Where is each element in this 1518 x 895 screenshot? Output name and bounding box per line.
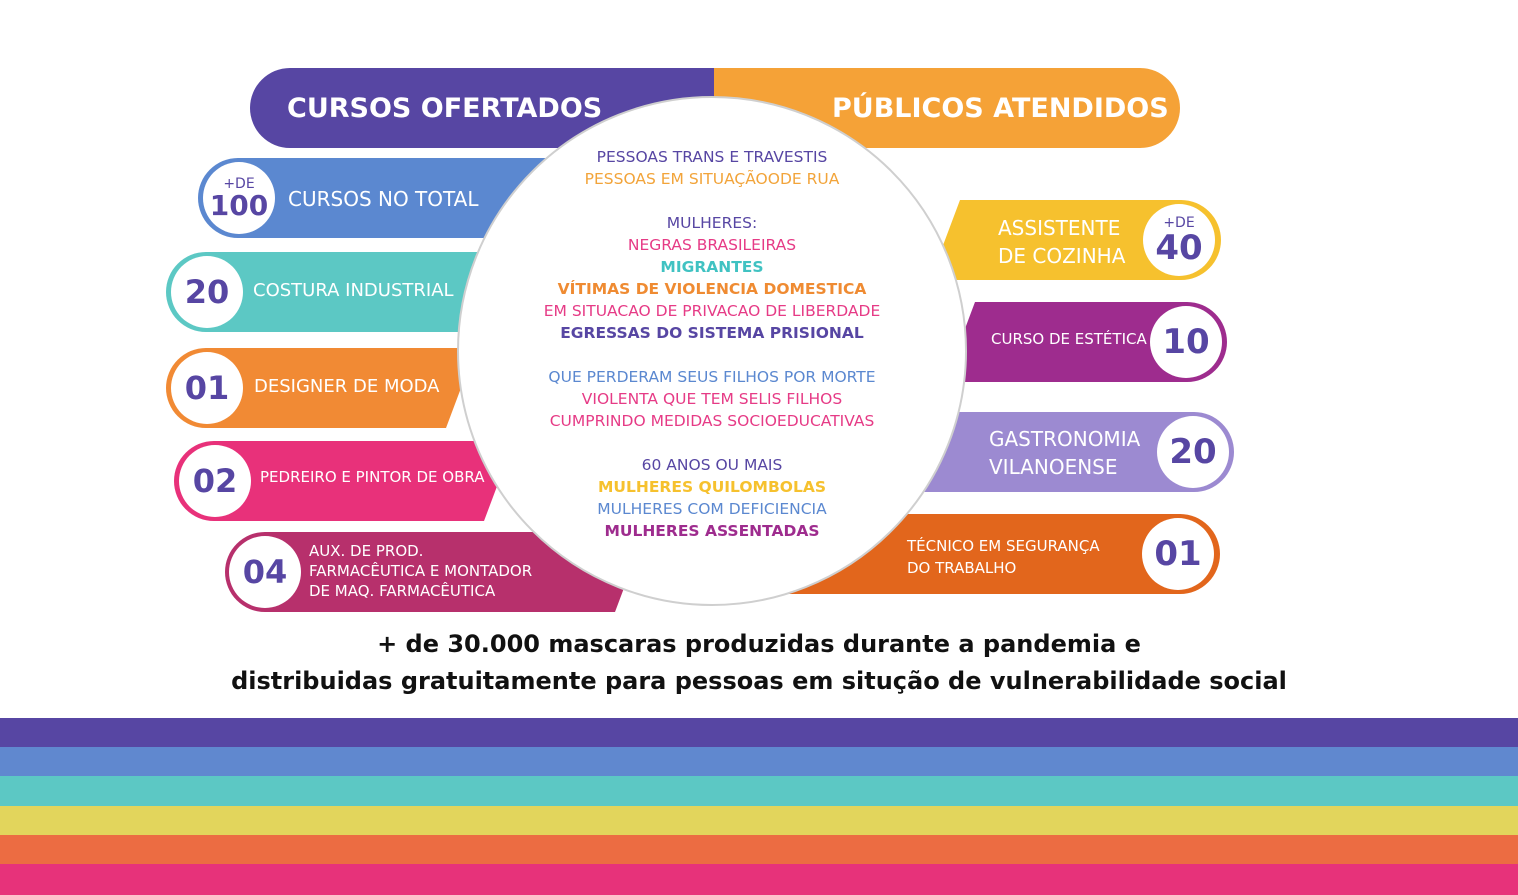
publico-item: QUE PERDERAM SEUS FILHOS POR MORTE [548,368,876,386]
rainbow-stripe [0,747,1518,778]
rainbow-stripe [0,718,1518,749]
publicos-list [457,146,967,542]
course-count-pedreiro: 02 [179,445,251,517]
course-count-cozinha: +DE 40 [1143,204,1215,276]
publico-item: 60 ANOS OU MAIS [641,456,783,474]
publico-item: VIOLENTA QUE TEM SELIS FILHOS [581,390,843,408]
course-label-pedreiro: PEDREIRO E PINTOR DE OBRA [260,468,485,486]
publico-item: PESSOAS TRANS E TRAVESTIS [596,148,828,166]
publico-item: EM SITUACAO DE PRIVACAO DE LIBERDADE [543,302,881,320]
course-count-costura: 20 [171,256,243,328]
publico-item: VÍTIMAS DE VIOLENCIA DOMESTICA [557,280,867,298]
course-count-estetica: 10 [1150,306,1222,378]
course-count-total: +DE 100 [203,162,275,234]
publicos-spacer [457,432,967,454]
cursos-ofertados-title: CURSOS OFERTADOS [287,92,603,124]
course-count-designer: 01 [171,352,243,424]
course-label-farmaceutica: AUX. DE PROD. FARMACÊUTICA E MONTADOR DE MAQ. FARMACÊUTICA [309,542,533,600]
rainbow-stripe [0,776,1518,807]
publico-item: NEGRAS BRASILEIRAS [627,236,797,254]
publico-item: MULHERES QUILOMBOLAS [597,478,826,496]
course-label-estetica: CURSO DE ESTÉTICA [991,330,1147,348]
publicos-atendidos-title: PÚBLICOS ATENDIDOS [832,92,1169,124]
course-label-gastronomia: GASTRONOMIA VILANOENSE [989,427,1141,479]
publico-item: EGRESSAS DO SISTEMA PRISIONAL [560,324,864,342]
course-label-total: CURSOS NO TOTAL [288,187,479,211]
rainbow-stripe [0,835,1518,866]
footer-line-1: + de 30.000 mascaras produzidas durante a pandemia e [377,630,1141,658]
course-label-seguranca: TÉCNICO EM SEGURANÇA DO TRABALHO [907,537,1100,577]
publico-item: MULHERES COM DEFICIENCIA [597,500,827,518]
course-count-farmaceutica: 04 [229,536,301,608]
course-label-costura: COSTURA INDUSTRIAL [253,280,454,301]
course-label-designer: DESIGNER DE MODA [254,376,440,397]
rainbow-stripe [0,806,1518,837]
footer-line-2: distribuidas gratuitamente para pessoas em situção de vulnerabilidade social [231,667,1287,695]
publicos-spacer [457,344,967,366]
publico-item: MIGRANTES [660,258,764,276]
publicos-spacer [457,190,967,212]
rainbow-stripe [0,864,1518,895]
publico-item: MULHERES ASSENTADAS [604,522,820,540]
publico-item: CUMPRINDO MEDIDAS SOCIOEDUCATIVAS [549,412,875,430]
publico-item: PESSOAS EM SITUAÇÃOODE RUA [584,170,840,188]
course-count-gastronomia: 20 [1157,416,1229,488]
course-count-seguranca: 01 [1142,518,1214,590]
publico-item: MULHERES: [666,214,758,232]
course-label-cozinha: ASSISTENTE DE COZINHA [998,216,1126,268]
